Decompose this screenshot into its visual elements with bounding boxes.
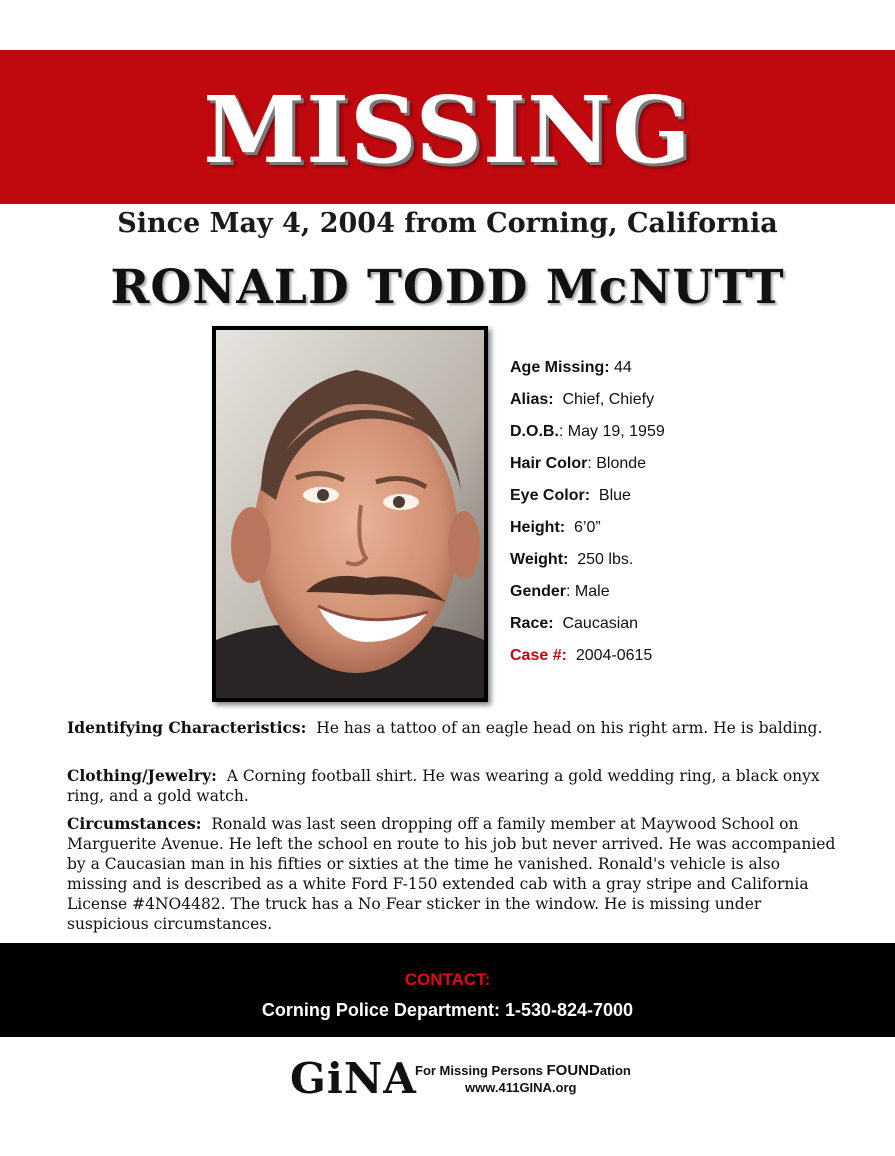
detail-value: : May 19, 1959 [558, 423, 665, 440]
detail-value: Chief, Chiefy [562, 391, 655, 408]
clothing-label: Clothing/Jewelry: [67, 766, 217, 785]
circumstances-section [67, 814, 837, 934]
detail-alias [510, 390, 665, 422]
detail-eye-color [510, 486, 665, 518]
portrait-illustration [216, 330, 484, 698]
circumstances-label: Circumstances: [67, 814, 202, 833]
detail-label: Height: [510, 519, 566, 536]
detail-label: Alias: [510, 391, 554, 408]
person-photo [212, 326, 488, 702]
detail-value: 2004-0615 [575, 647, 653, 664]
contact-bar [0, 943, 895, 1037]
gina-logo: GiNA [290, 1054, 417, 1103]
tagline-prefix: For Missing Persons [415, 1063, 547, 1078]
contact-label: CONTACT: [404, 970, 491, 989]
detail-value: 44 [614, 359, 632, 376]
detail-age [510, 358, 665, 390]
clothing-section [67, 766, 837, 806]
detail-value: : Male [566, 583, 610, 600]
detail-height [510, 518, 665, 550]
detail-label: Age Missing: [510, 359, 610, 376]
detail-weight [510, 550, 665, 582]
detail-value: 6’0” [574, 519, 601, 536]
detail-label: Weight: [510, 551, 569, 568]
detail-label: Gender [510, 583, 567, 600]
detail-label: Eye Color: [510, 487, 591, 504]
detail-case-number [510, 646, 665, 678]
details-list [510, 358, 665, 678]
identifying-section [67, 718, 837, 738]
clothing-text: A Corning football shirt. He was wearing a gold wedding ring, a black onyx ring, and a gold watch. [67, 767, 820, 805]
banner-title: MISSING [203, 76, 692, 184]
identifying-text: He has a tattoo of an eagle head on his right arm. He is balding. [316, 719, 823, 737]
detail-label: D.O.B. [510, 423, 559, 440]
gina-url[interactable]: www.411GINA.org [465, 1080, 577, 1095]
detail-dob [510, 422, 665, 454]
gina-tagline [415, 1062, 631, 1079]
tagline-suffix: ation [599, 1063, 631, 1078]
detail-hair-color [510, 454, 665, 486]
detail-value: Blue [598, 487, 631, 504]
gina-footer [290, 1055, 650, 1103]
detail-value: : Blonde [587, 455, 647, 472]
detail-race [510, 614, 665, 646]
person-name: RONALD TODD McNUTT [110, 260, 785, 315]
contact-phone-line: Corning Police Department: 1-530-824-7000 [261, 1000, 634, 1020]
identifying-label: Identifying Characteristics: [67, 718, 307, 737]
detail-label: Race: [510, 615, 554, 632]
detail-value: 250 lbs. [577, 551, 634, 568]
detail-label: Hair Color [510, 455, 588, 472]
detail-gender [510, 582, 665, 614]
missing-since-line: Since May 4, 2004 from Corning, California [117, 208, 778, 239]
detail-value: Caucasian [562, 615, 639, 632]
missing-banner [0, 50, 895, 204]
circumstances-text: Ronald was last seen dropping off a family member at Maywood School on Marguerite Avenue. He left the school en route to his job but never arrived. He was accompanied by a Caucasian man in his fifties or sixties at the time he vanished. Ronald's vehicle is also missing and is described as a white Ford F-150 extended cab with a gray stripe and California License #4NO4482. The truck has a No Fear sticker in the window. He is missing under suspicious circumstances. [67, 815, 836, 933]
tagline-emphasis: FOUND [546, 1062, 600, 1079]
detail-label: Case #: [510, 647, 567, 664]
